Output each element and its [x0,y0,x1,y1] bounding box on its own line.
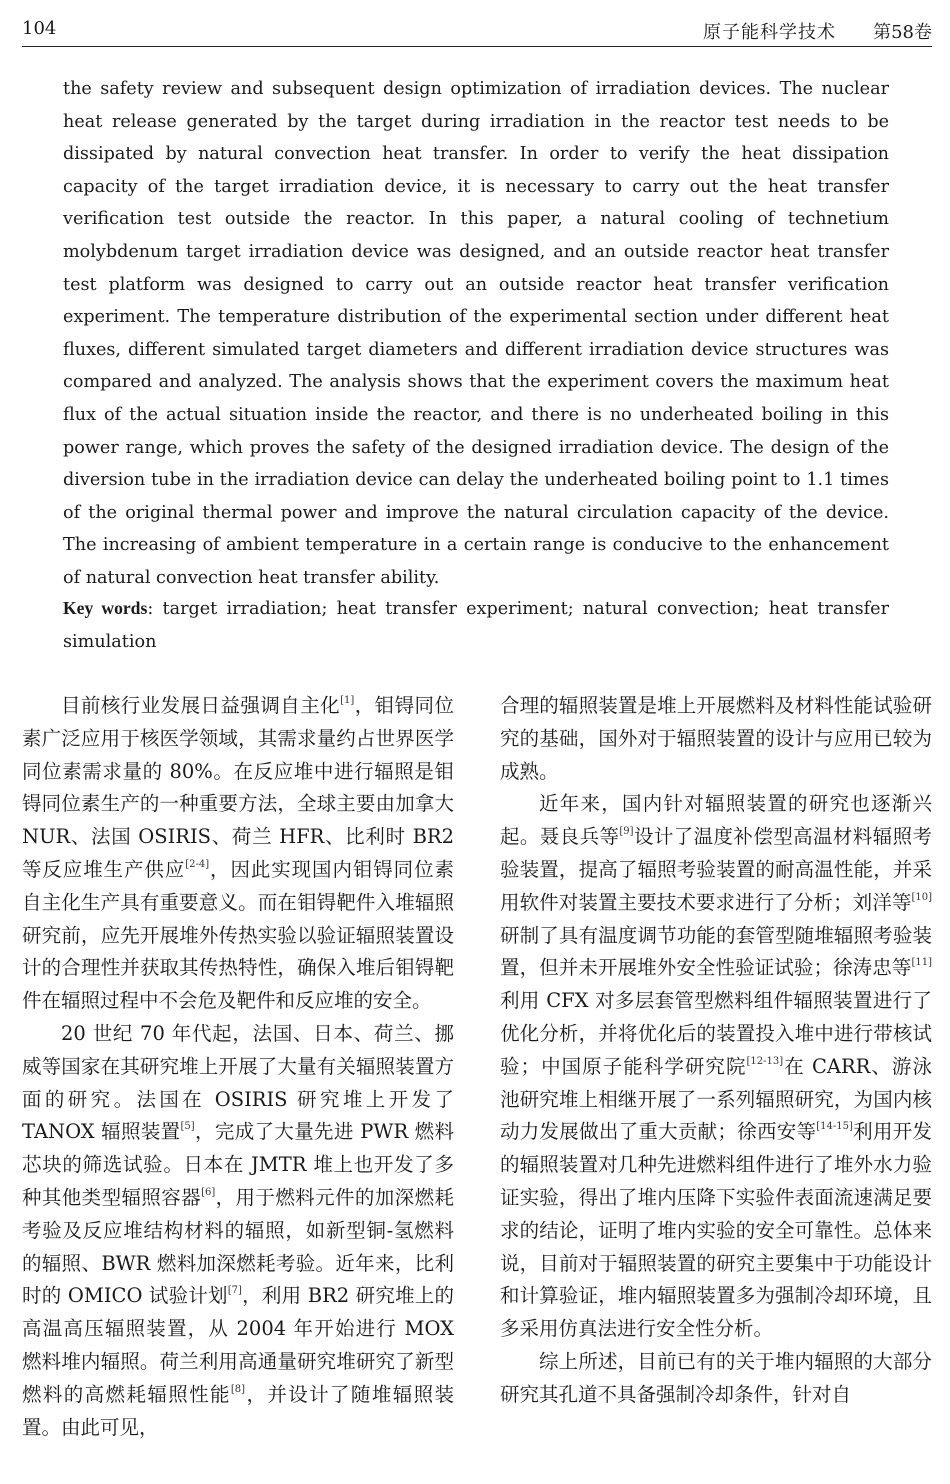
citation: [9] [619,826,634,838]
citation: [6] [201,1186,216,1198]
paragraph: 合理的辐照装置是堆上开展燃料及材料性能试验研究的基础，国外对于辐照装置的设计与应用已较为成熟。 [500,694,932,783]
journal-title: 原子能科学技术 [703,22,836,43]
keywords [63,592,889,658]
citation: [8] [230,1383,246,1395]
body-column-left [22,690,454,1444]
volume-label: 第58卷 [873,22,932,43]
keywords-text: : target irradiation; heat transfer experiment; natural convection; heat transfer simulation [63,599,889,652]
paragraph: 20 世纪 70 年代起，法国、日本、荷兰、挪威等国家在其研究堆上开展了大量有关辐照装置方面的研究。法国在 OSIRIS 研究堆上开发了 TANOX 辐照装置[5]，完成了大量先进 PWR 燃料芯块的筛选试验。日本在 JMTR 堆上也开发了多种其他类型辐照容器[6]，用于燃料元件的加深燃耗考验及反应堆结构材料的辐照，如新型铜-氢燃料的辐照、BWR 燃料加深燃耗考验。近年来，比利时的 OMICO 试验计划[7]，利用 BR2 研究堆上的高温高压辐照装置，从 2004 年开始进行 MOX 燃料堆内辐照。荷兰利用高通量研究堆研究了新型燃料的高燃耗辐照性能[8]，并设计了随堆辐照装置。由此可见， [22,1021,454,1439]
citation: [11] [911,957,932,969]
paragraph: 综上所述，目前已有的关于堆内辐照的大部分研究其孔道不具备强制冷却条件，针对自 [500,1349,932,1406]
abstract-english: the safety review and subsequent design optimization of irradiation devices. The nuclear heat release generated by the target during irradiation in the reactor test needs to be dissipated by natural convection heat transfer. In order to verify the heat dissipation capacity of the target irradiation device, it is necessary to carry out the heat transfer verification test outside the reactor. In this paper, a natural cooling of technetium molybdenum target irradiation device was designed, and an outside reactor heat transfer test platform was designed to carry out an outside reactor heat transfer verification experiment. The temperature distribution of the experimental section under different heat fluxes, different simulated target diameters and different irradiation device structures was compared and analyzed. The analysis shows that the experiment covers the maximum heat flux of the actual situation inside the reactor, and there is no underheated boiling in this power range, which proves the safety of the designed irradiation device. The design of the diversion tube in the irradiation device can delay the underheated boiling point to 1.1 times of the original thermal power and improve the natural circulation capacity of the device. The increasing of ambient temperature in a certain range is conducive to the enhancement of natural convection heat transfer ability. [63,79,889,588]
citation: [1] [340,695,355,706]
running-header [22,14,932,47]
citation: [5] [180,1121,195,1133]
keywords-label: Key words [63,598,148,618]
paragraph: 近年来，国内针对辐照装置的研究也逐渐兴起。聂良兵等[9]设计了温度补偿型高温材料辐照考验装置，提高了辐照考验装置的耐高温性能，并采用软件对装置主要技术要求进行了分析；刘洋等[10]研制了具有温度调节功能的套管型随堆辐照考验装置，但并未开展堆外安全性验证试验；徐涛忠等[11]利用 CFX 对多层套管型燃料组件辐照装置进行了优化分析，并将优化后的装置投入堆中进行带核试验；中国原子能科学研究院[12-13]在 CARR、游泳池研究堆上相继开展了一系列辐照研究，为国内核动力发展做出了重大贡献；徐西安等[14-15]利用开发的辐照装置对几种先进燃料组件进行了堆外水力验证实验，得出了堆内压降下实验件表面流速满足要求的结论，证明了堆内实验的安全可靠性。总体来说，目前对于辐照装置的研究主要集中于功能设计和计算验证，堆内辐照装置多为强制冷却环境，且多采用仿真法进行安全性分析。 [500,792,932,1341]
citation: [7] [227,1285,242,1297]
citation: [10] [911,891,932,903]
citation: [2-4] [185,858,210,870]
citation: [12-13] [746,1055,784,1067]
page-number: 104 [22,18,57,39]
paragraph: 目前核行业发展日益强调自主化[1]，钼锝同位素广泛应用于核医学领域，其需求量约占世界医学同位素需求量的 80%。在反应堆中进行辐照是钼锝同位素生产的一种重要方法，全球主要由加拿大 NUR、法国 OSIRIS、荷兰 HFR、比利时 BR2 等反应堆生产供应[2-4]，因此实现国内钼锝同位素自主化生产具有重要意义。而在钼锝靶件入堆辐照研究前，应先开展堆外传热实验以验证辐照装置设计的合理性并获取其传热特性，确保入堆后钼锝靶件在辐照过程中不会危及靶件和反应堆的安全。 [22,694,454,1013]
citation: [14-15] [816,1121,853,1133]
body-column-right [500,690,932,1412]
